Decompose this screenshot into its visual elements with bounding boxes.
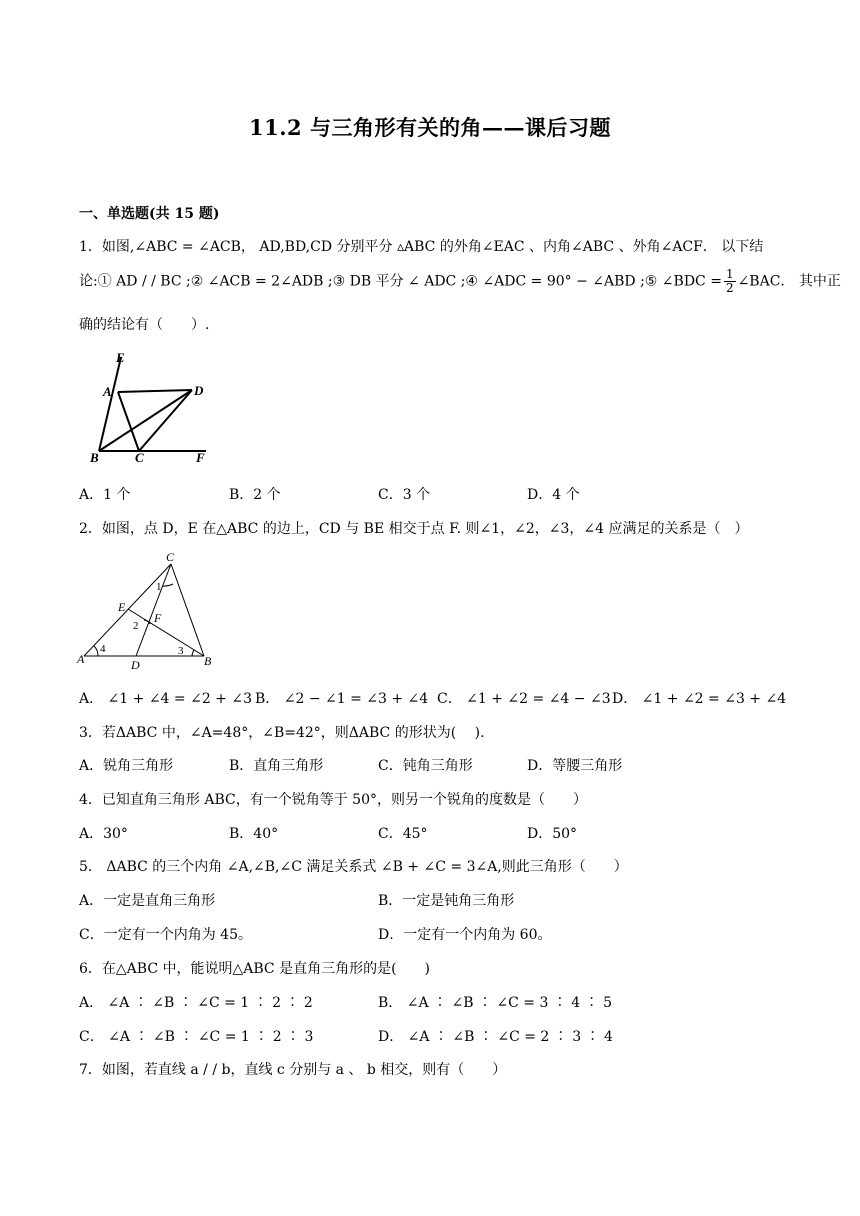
q5-option-d: D．一定有一个内角为 60。 <box>378 927 552 943</box>
q3-option-d: D．等腰三角形 <box>527 758 623 774</box>
q2-angle-2: 2 <box>133 620 139 632</box>
q1-label-f: F <box>196 450 205 465</box>
q3-option-c: C．钝角三角形 <box>378 758 473 774</box>
q2-label-f: F <box>154 611 162 625</box>
q1-label-b: B <box>90 450 99 465</box>
q2-angle-4: 4 <box>100 643 106 655</box>
q1-figure <box>86 350 216 465</box>
q2-text: 2．如图，点 D，E 在△ABC 的边上，CD 与 BE 相交于点 F. 则∠1，∠2，∠3，∠4 应满足的关系是（ ） <box>79 521 749 537</box>
q5-text: 5． ΔABC 的三个内角 ∠A,∠B,∠C 满足关系式 ∠B + ∠C = 3∠A,则此三角形（ ） <box>79 859 628 875</box>
q5-option-b: B．一定是钝角三角形 <box>378 893 515 909</box>
q1-label-d: D <box>194 383 204 398</box>
q2-option-c: C． ∠1 + ∠2 = ∠4 − ∠3 <box>437 691 611 707</box>
q1-option-d: D．4 个 <box>527 487 580 503</box>
q6-option-c: C． ∠A ∶ ∠B ∶ ∠C = 1 ∶ 2 ∶ 3 <box>79 1029 314 1045</box>
q2-label-a: A <box>77 652 85 666</box>
q1-line2 <box>79 268 841 295</box>
q3-text: 3．若ΔABC 中，∠A=48°，∠B=42°，则ΔABC 的形状为( ). <box>79 725 485 741</box>
q4-option-b: B．40° <box>229 826 279 842</box>
q1-line2-a: 论:① AD / / BC ;② ∠ACB = 2∠ADB ;③ DB 平分 ∠ ADC ;④ ∠ADC = 90° − ∠ABD ;⑤ ∠BDC = <box>79 273 722 290</box>
q3-option-a: A．锐角三角形 <box>79 758 174 774</box>
q1-label-a: A <box>103 384 112 399</box>
q1-fraction <box>724 268 736 295</box>
page-title: 11.2 与三角形有关的角——课后习题 <box>249 115 611 140</box>
q1-line3: 确的结论有（ ）. <box>79 317 210 333</box>
q1-frac-num: 1 <box>725 267 734 281</box>
q4-option-d: D．50° <box>527 826 578 842</box>
q1-label-e: E <box>116 350 125 365</box>
section-heading: 一、单选题(共 15 题) <box>79 206 220 222</box>
q2-option-d: D． ∠1 + ∠2 = ∠3 + ∠4 <box>612 691 787 707</box>
q6-option-d: D． ∠A ∶ ∠B ∶ ∠C = 2 ∶ 3 ∶ 4 <box>378 1029 613 1045</box>
q1-option-b: B．2 个 <box>229 487 281 503</box>
q1-line2-b: ∠BAC． 其中正 <box>737 273 841 290</box>
q4-text: 4．已知直角三角形 ABC，有一个锐角等于 50°，则另一个锐角的度数是（ ） <box>79 792 587 808</box>
q1-line1: 1．如图,∠ABC = ∠ACB， AD,BD,CD 分别平分 ▵ABC 的外角∠EAC 、内角∠ABC 、外角∠ACF． 以下结 <box>79 239 764 255</box>
q2-figure <box>76 550 216 672</box>
q2-angle-3: 3 <box>178 645 184 657</box>
q1-label-c: C <box>135 450 144 465</box>
q2-label-e: E <box>118 600 126 614</box>
q2-label-b: B <box>204 654 212 668</box>
q5-option-c: C．一定有一个内角为 45。 <box>79 927 252 943</box>
q2-label-d: D <box>131 658 140 672</box>
q2-option-b: B． ∠2 − ∠1 = ∠3 + ∠4 <box>255 691 429 707</box>
q2-option-a: A． ∠1 + ∠4 = ∠2 + ∠3 <box>79 691 253 707</box>
q2-label-c: C <box>166 550 175 564</box>
q7-text: 7．如图，若直线 a / / b，直线 c 分别与 a 、 b 相交，则有（ ） <box>79 1062 507 1078</box>
q1-option-a: A．1 个 <box>79 487 131 503</box>
q4-option-a: A．30° <box>79 826 128 842</box>
q3-option-b: B．直角三角形 <box>229 758 324 774</box>
q2-angle-1: 1 <box>156 581 162 593</box>
q4-option-c: C．45° <box>378 826 428 842</box>
q1-option-c: C．3 个 <box>378 487 431 503</box>
q6-option-a: A． ∠A ∶ ∠B ∶ ∠C = 1 ∶ 2 ∶ 2 <box>79 995 313 1011</box>
q6-text: 6．在△ABC 中，能说明△ABC 是直角三角形的是( ) <box>79 961 431 977</box>
q5-option-a: A．一定是直角三角形 <box>79 893 216 909</box>
q6-option-b: B． ∠A ∶ ∠B ∶ ∠C = 3 ∶ 4 ∶ 5 <box>378 995 612 1011</box>
q1-frac-den: 2 <box>725 281 734 295</box>
